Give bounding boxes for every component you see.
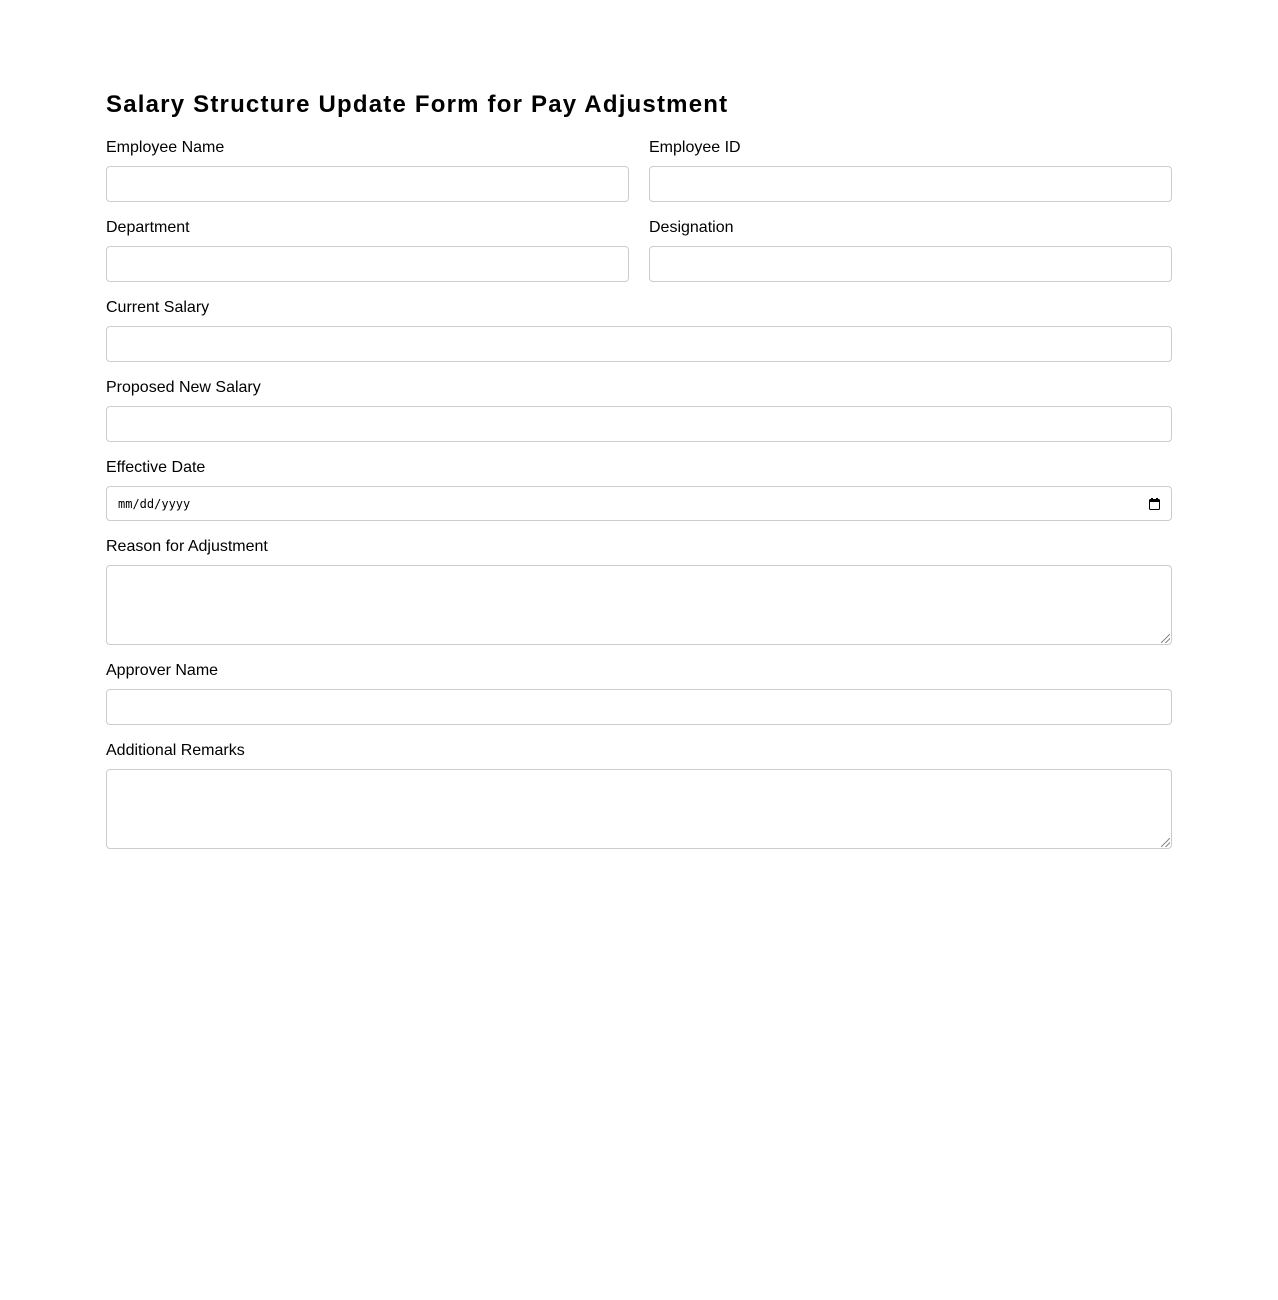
designation-label: Designation (649, 219, 734, 236)
reason-group (106, 537, 1172, 645)
employee-name-input[interactable] (106, 166, 629, 202)
employee-id-input[interactable] (649, 166, 1172, 202)
department-input[interactable] (106, 246, 629, 282)
employee-id-label: Employee ID (649, 139, 741, 156)
employee-id-group (649, 122, 1172, 202)
additional-remarks-label: Additional Remarks (106, 742, 245, 759)
effective-date-placeholder: mm/dd/yyyy (118, 496, 191, 511)
employee-name-label: Employee Name (106, 139, 225, 156)
effective-date-group (106, 458, 1172, 521)
department-label: Department (106, 219, 190, 236)
additional-remarks-textarea[interactable] (106, 769, 1172, 849)
approver-name-input[interactable] (106, 689, 1172, 725)
effective-date-input[interactable] (106, 486, 1172, 521)
approver-name-label: Approver Name (106, 662, 219, 679)
page-title: Salary Structure Update Form for Pay Adjustment (106, 91, 729, 118)
proposed-salary-input[interactable] (106, 406, 1172, 442)
employee-name-group (106, 122, 629, 202)
current-salary-group (106, 298, 1172, 362)
resize-handle-icon[interactable] (1161, 838, 1170, 847)
designation-input[interactable] (649, 246, 1172, 282)
reason-label: Reason for Adjustment (106, 538, 268, 555)
effective-date-label: Effective Date (106, 459, 206, 476)
proposed-salary-group (106, 378, 1172, 442)
salary-update-form (106, 88, 1172, 849)
current-salary-label: Current Salary (106, 299, 210, 316)
calendar-icon[interactable] (1149, 498, 1160, 510)
department-group (106, 202, 629, 282)
row-employee (106, 122, 1172, 202)
resize-handle-icon[interactable] (1161, 634, 1170, 643)
current-salary-input[interactable] (106, 326, 1172, 362)
row-department (106, 202, 1172, 282)
proposed-salary-label: Proposed New Salary (106, 379, 261, 396)
reason-textarea[interactable] (106, 565, 1172, 645)
approver-group (106, 661, 1172, 725)
remarks-group (106, 741, 1172, 849)
designation-group (649, 202, 1172, 282)
